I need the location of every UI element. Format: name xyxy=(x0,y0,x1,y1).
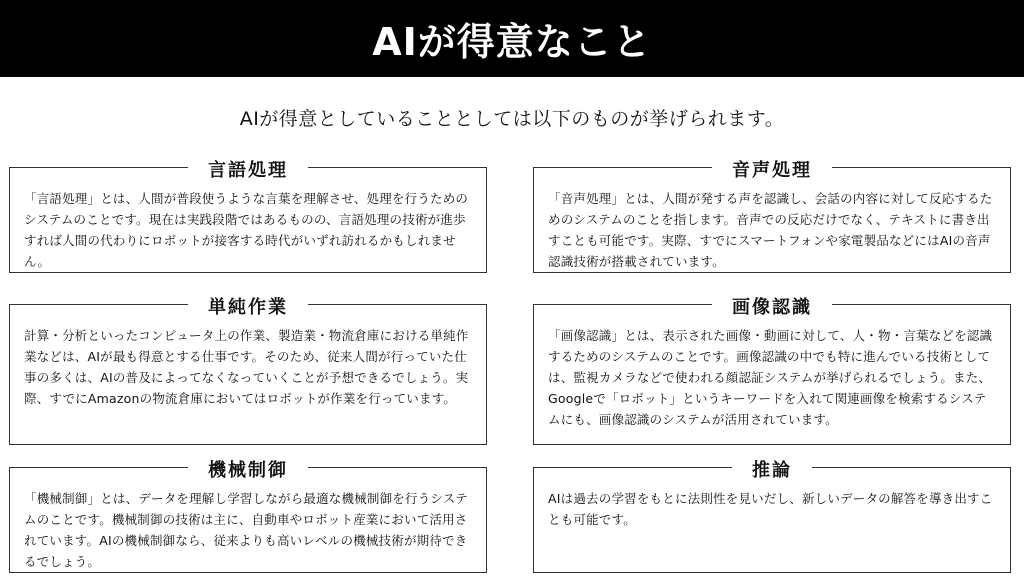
card-title xyxy=(534,454,1010,484)
header-bar xyxy=(0,0,1024,77)
card-title-text: 言語処理 xyxy=(188,158,308,184)
card-title xyxy=(534,291,1010,321)
card-title-text: 音声処理 xyxy=(712,158,832,184)
card-title-text: 画像認識 xyxy=(712,295,832,321)
card-language-processing xyxy=(9,160,487,273)
card-title xyxy=(10,291,486,321)
card-title-text: 推論 xyxy=(732,458,812,484)
card-title-text: 機械制御 xyxy=(188,458,308,484)
page-subtitle: AIが得意としていることとしては以下のものが挙げられます。 xyxy=(239,108,785,130)
page-title: AIが得意なこと xyxy=(372,20,652,64)
card-machine-control xyxy=(9,460,487,573)
card-image-recognition xyxy=(533,297,1011,445)
card-title-text: 単純作業 xyxy=(188,295,308,321)
card-voice-processing xyxy=(533,160,1011,273)
card-body: AIは過去の学習をもとに法則性を見いだし、新しいデータの解答を導き出すことも可能です。 xyxy=(548,491,993,527)
card-title xyxy=(534,154,1010,184)
card-title xyxy=(10,154,486,184)
card-body: 「言語処理」とは、人間が普段使うような言葉を理解させ、処理を行うためのシステムのことです。現在は実践段階ではあるものの、言語処理の技術が進歩すれば人間の代わりにロボットが接客する時代がいずれ訪れるかもしれません。 xyxy=(24,191,469,269)
card-title xyxy=(10,454,486,484)
card-body: 「画像認識」とは、表示された画像・動画に対して、人・物・言葉などを認識するためのシステムのことです。画像認識の中でも特に進んでいる技術としては、監視カメラなどで使われる顔認証システムが挙げられるでしょう。また、Googleで「ロボット」というキーワードを入れて関連画像を検索するシステムにも、画像認識のシステムが活用されています。 xyxy=(548,328,993,427)
card-body: 「機械制御」とは、データを理解し学習しながら最適な機械制御を行うシステムのことです。機械制御の技術は主に、自動車やロボット産業において活用されています。AIの機械制御なら、従来よりも高いレベルの機械技術が期待できるでしょう。 xyxy=(24,491,468,569)
card-inference xyxy=(533,460,1011,573)
card-simple-work xyxy=(9,297,487,445)
card-body: 計算・分析といったコンピュータ上の作業、製造業・物流倉庫における単純作業などは、AIが最も得意とする仕事です。そのため、従来人間が行っていた仕事の多くは、AIの普及によってなくなっていくことが予想できるでしょう。実際、すでにAmazonの物流倉庫においてはロボットが作業を行っています。 xyxy=(24,328,469,406)
card-body: 「音声処理」とは、人間が発する声を認識し、会話の内容に対して反応するためのシステムのことを指します。音声での反応だけでなく、テキストに書き出すことも可能です。実際、すでにスマートフォンや家電製品などにはAIの音声認識技術が搭載されています。 xyxy=(548,191,993,269)
